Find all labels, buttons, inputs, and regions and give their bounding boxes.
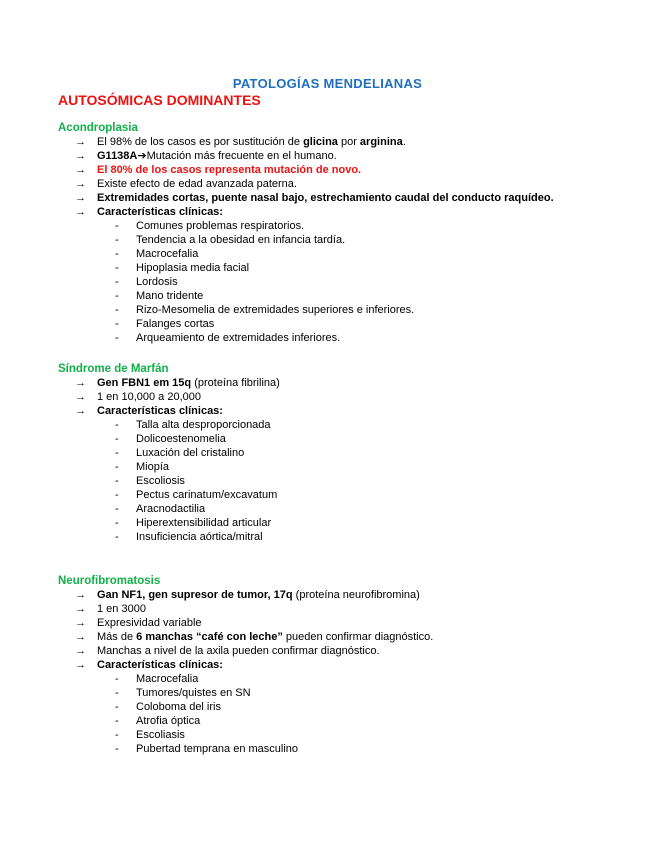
dash-icon: - [115,743,119,755]
clinical-item [58,460,618,474]
topic-marfan [58,362,618,544]
topic-title: Síndrome de Marfán [58,363,169,375]
arrow-icon: → [75,617,86,629]
clinical-text: Comunes problemas respiratorios. [136,220,305,232]
bullet-item [58,163,618,177]
dash-icon: - [115,489,119,501]
clinical-text: Dolicoestenomelia [136,433,226,445]
clinical-text: Mano tridente [136,290,204,302]
clinical-item [58,728,618,742]
arrow-icon: → [75,150,86,162]
clinical-list [58,418,618,544]
arrow-icon: → [75,206,86,218]
document-title: PATOLOGÍAS MENDELIANAS [232,76,423,91]
bullet-text: (proteína neurofibromina) [292,589,420,601]
bullet-item [58,616,618,630]
clinical-heading: Características clínicas: [97,405,223,417]
clinical-item [58,289,618,303]
clinical-item [58,474,618,488]
bullet-item [58,630,618,644]
bullet-text: por [337,136,360,148]
clinical-item [58,233,618,247]
bullet-bold-text: Extremidades cortas, puente nasal bajo, estrechamiento caudal del conducto raquídeo. [97,192,554,204]
bullet-item [58,658,618,672]
clinical-text: Aracnodactilia [136,503,206,515]
clinical-item [58,317,618,331]
clinical-text: Luxación del cristalino [136,447,245,459]
bullet-text: Manchas a nivel de la axila pueden confirmar diagnóstico. [97,645,380,657]
dash-icon: - [115,517,119,529]
clinical-text: Pectus carinatum/excavatum [136,489,278,501]
bullet-bold-text: glicina [303,136,338,148]
topic-title: Acondroplasia [58,122,138,134]
bullet-item [58,135,618,149]
clinical-text: Tumores/quistes en SN [136,687,251,699]
bold-arrow-icon: ➔ [137,150,147,162]
clinical-item [58,714,618,728]
arrow-icon: → [75,603,86,615]
clinical-text: Macrocefalia [136,673,199,685]
dash-icon: - [115,673,119,685]
dash-icon: - [115,248,119,260]
clinical-item [58,219,618,233]
topic-title: Neurofibromatosis [58,575,161,587]
bullet-list [58,376,618,418]
bullet-bold-text: arginina [359,136,403,148]
clinical-heading: Características clínicas: [97,206,223,218]
dash-icon: - [115,220,119,232]
dash-icon: - [115,687,119,699]
dash-icon: - [115,332,119,344]
dash-icon: - [115,276,119,288]
dash-icon: - [115,419,119,431]
clinical-list [58,672,618,756]
dash-icon: - [115,503,119,515]
arrow-icon: → [75,405,86,417]
arrow-icon: → [75,192,86,204]
bullet-text: Existe efecto de edad avanzada paterna. [97,178,297,190]
dash-icon: - [115,290,119,302]
clinical-text: Talla alta desproporcionada [136,419,271,431]
clinical-item [58,742,618,756]
bullet-item [58,588,618,602]
clinical-item [58,700,618,714]
dash-icon: - [115,461,119,473]
clinical-item [58,502,618,516]
bullet-text: El 98% de los casos es por sustitución de [97,136,304,148]
arrow-icon: → [75,631,86,643]
clinical-item [58,432,618,446]
bullet-item [58,149,618,163]
dash-icon: - [115,234,119,246]
arrow-icon: → [75,589,86,601]
clinical-text: Macrocefalia [136,248,199,260]
clinical-item [58,530,618,544]
clinical-text: Miopía [136,461,170,473]
bullet-item [58,404,618,418]
bullet-item [58,602,618,616]
clinical-text: Escoliasis [136,729,185,741]
dash-icon: - [115,729,119,741]
bullet-bold-text: G1138A [97,150,138,162]
clinical-item [58,303,618,317]
bullet-item [58,205,618,219]
dash-icon: - [115,433,119,445]
arrow-icon: → [75,391,86,403]
bullet-item [58,390,618,404]
dash-icon: - [115,304,119,316]
dash-icon: - [115,531,119,543]
clinical-text: Insuficiencia aórtica/mitral [136,531,263,543]
clinical-item [58,247,618,261]
clinical-text: Lordosis [136,276,178,288]
clinical-text: Hipoplasia media facial [136,262,250,274]
bullet-text: Expresividad variable [97,617,202,629]
bullet-text: 1 en 10,000 a 20,000 [97,391,201,403]
topic-achondroplasia [58,121,618,345]
bullet-text: . [402,136,406,148]
clinical-text: Falanges cortas [136,318,215,330]
clinical-item [58,516,618,530]
clinical-item [58,261,618,275]
clinical-item [58,686,618,700]
bullet-text: pueden confirmar diagnóstico. [282,631,434,643]
bullet-bold-text: Gen FBN1 em 15q [97,377,192,389]
section-title: AUTOSÓMICAS DOMINANTES [58,92,261,108]
clinical-text: Coloboma del iris [136,701,221,713]
arrow-icon: → [75,659,86,671]
clinical-text: Rizo-Mesomelia de extremidades superiores e inferiores. [136,304,415,316]
dash-icon: - [115,262,119,274]
arrow-icon: → [75,164,86,176]
bullet-bold-text: Gan NF1, gen supresor de tumor, 17q [97,589,293,601]
bullet-item [58,376,618,390]
bullet-text: 1 en 3000 [97,603,146,615]
dash-icon: - [115,701,119,713]
clinical-text: Hiperextensibilidad articular [136,517,272,529]
bullet-item [58,177,618,191]
bullet-highlight-text: El 80% de los casos representa mutación de novo. [97,164,362,176]
clinical-item [58,275,618,289]
bullet-item [58,191,618,205]
bullet-text: Mutación más frecuente en el humano. [146,150,337,162]
clinical-text: Escoliosis [136,475,185,487]
clinical-text: Arqueamiento de extremidades inferiores. [136,332,341,344]
arrow-icon: → [75,178,86,190]
arrow-icon: → [75,136,86,148]
arrow-icon: → [75,645,86,657]
dash-icon: - [115,447,119,459]
bullet-list [58,588,618,672]
bullet-list [58,135,618,219]
bullet-bold-text: 6 manchas “café con leche” [136,631,283,643]
clinical-text: Tendencia a la obesidad en infancia tardía. [136,234,346,246]
clinical-list [58,219,618,345]
clinical-item [58,672,618,686]
bullet-text: Más de [97,631,137,643]
clinical-item [58,488,618,502]
dash-icon: - [115,318,119,330]
clinical-item [58,331,618,345]
bullet-text: (proteína fibrilina) [191,377,280,389]
clinical-item [58,446,618,460]
arrow-icon: → [75,377,86,389]
clinical-item [58,418,618,432]
dash-icon: - [115,715,119,727]
topic-neurofibromatosis [58,574,618,756]
clinical-text: Pubertad temprana en masculino [136,743,299,755]
clinical-text: Atrofia óptica [136,715,201,727]
dash-icon: - [115,475,119,487]
bullet-item [58,644,618,658]
clinical-heading: Características clínicas: [97,659,223,671]
